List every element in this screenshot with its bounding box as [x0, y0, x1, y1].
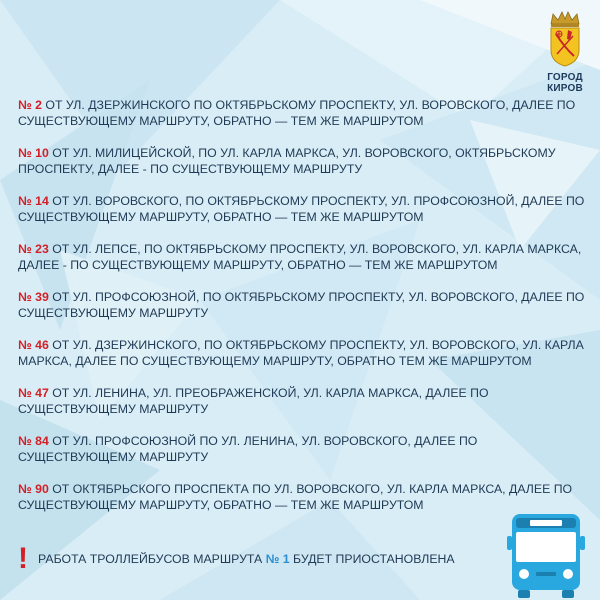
route-number: № 84 [18, 434, 49, 448]
route-item [18, 433, 588, 465]
route-item [18, 145, 588, 177]
notice-text-after: БУДЕТ ПРИОСТАНОВЛЕНА [293, 552, 455, 566]
routes-list [18, 97, 588, 529]
city-name-line2: КИРОВ [547, 83, 583, 94]
route-item [18, 241, 588, 273]
route-description: ОТ УЛ. ЛЕНИНА, УЛ. ПРЕОБРАЖЕНСКОЙ, УЛ. КАРЛА МАРКСА, ДАЛЕЕ ПО СУЩЕСТВУЮЩЕМУ МАРШРУТУ [18, 386, 489, 416]
route-description: ОТ УЛ. ДЗЕРЖИНСКОГО ПО ОКТЯБРЬСКОМУ ПРОСПЕКТУ, УЛ. ВОРОВСКОГО, ДАЛЕЕ ПО СУЩЕСТВУЮЩЕМУ МАРШРУТУ, ОБРАТНО — ТЕМ ЖЕ МАРШРУТОМ [18, 98, 576, 128]
route-item [18, 289, 588, 321]
route-number: № 23 [18, 242, 49, 256]
route-description: ОТ УЛ. ПРОФСОЮЗНОЙ ПО УЛ. ЛЕНИНА, УЛ. ВОРОВСКОГО, ДАЛЕЕ ПО СУЩЕСТВУЮЩЕМУ МАРШРУТУ [18, 434, 478, 464]
route-number: № 39 [18, 290, 49, 304]
route-description: ОТ ОКТЯБРЬСКОГО ПРОСПЕКТА ПО УЛ. ВОРОВСКОГО, УЛ. КАРЛА МАРКСА, ДАЛЕЕ ПО СУЩЕСТВУЮЩЕМУ МАРШРУТУ, ОБРАТНО — ТЕМ ЖЕ МАРШРУТОМ [18, 482, 573, 512]
route-description: ОТ УЛ. ДЗЕРЖИНСКОГО, ПО ОКТЯБРЬСКОМУ ПРОСПЕКТУ, УЛ. ВОРОВСКОГО, УЛ. КАРЛА МАРКСА, ДАЛЕЕ ПО СУЩЕСТВУЮЩЕМУ МАРШРУТУ, ОБРАТНО ТЕМ ЖЕ МАРШРУТОМ [18, 338, 584, 368]
route-description: ОТ УЛ. МИЛИЦЕЙСКОЙ, ПО УЛ. КАРЛА МАРКСА, УЛ. ВОРОВСКОГО, ОКТЯБРЬСКОМУ ПРОСПЕКТУ, ДАЛЕЕ - ПО СУЩЕСТВУЮЩЕМУ МАРШРУТУ [18, 146, 556, 176]
route-number: № 2 [18, 98, 42, 112]
trolleybus-icon [506, 510, 586, 598]
route-number: № 46 [18, 338, 49, 352]
city-name [540, 72, 590, 94]
suspension-notice [18, 544, 455, 574]
kirov-coat-of-arms-icon [548, 10, 582, 68]
route-number: № 14 [18, 194, 49, 208]
route-number: № 90 [18, 482, 49, 496]
route-description: ОТ УЛ. ЛЕПСЕ, ПО ОКТЯБРЬСКОМУ ПРОСПЕКТУ, УЛ. ВОРОВСКОГО, УЛ. КАРЛА МАРКСА, ДАЛЕЕ - ПО СУЩЕСТВУЮЩЕМУ МАРШРУТУ, ОБРАТНО — ТЕМ ЖЕ МАРШРУТОМ [18, 242, 582, 272]
city-name-line1: ГОРОД [547, 72, 583, 83]
route-number: № 47 [18, 386, 49, 400]
city-logo [540, 10, 590, 102]
route-item [18, 193, 588, 225]
route-number: № 10 [18, 146, 49, 160]
route-description: ОТ УЛ. ПРОФСОЮЗНОЙ, ПО ОКТЯБРЬСКОМУ ПРОСПЕКТУ, УЛ. ВОРОВСКОГО, ДАЛЕЕ ПО СУЩЕСТВУЮЩЕМУ МАРШРУТУ [18, 290, 585, 320]
notice-route-number: № 1 [265, 552, 290, 566]
exclamation-icon: ! [18, 542, 28, 575]
notice-text-before: РАБОТА ТРОЛЛЕЙБУСОВ МАРШРУТА [38, 552, 263, 566]
route-item [18, 97, 588, 129]
route-item [18, 385, 588, 417]
route-item [18, 337, 588, 369]
route-item [18, 481, 588, 513]
route-description: ОТ УЛ. ВОРОВСКОГО, ПО ОКТЯБРЬСКОМУ ПРОСПЕКТУ, УЛ. ПРОФСОЮЗНОЙ, ДАЛЕЕ ПО СУЩЕСТВУЮЩЕМУ МАРШРУТУ, ОБРАТНО — ТЕМ ЖЕ МАРШРУТОМ [18, 194, 585, 224]
